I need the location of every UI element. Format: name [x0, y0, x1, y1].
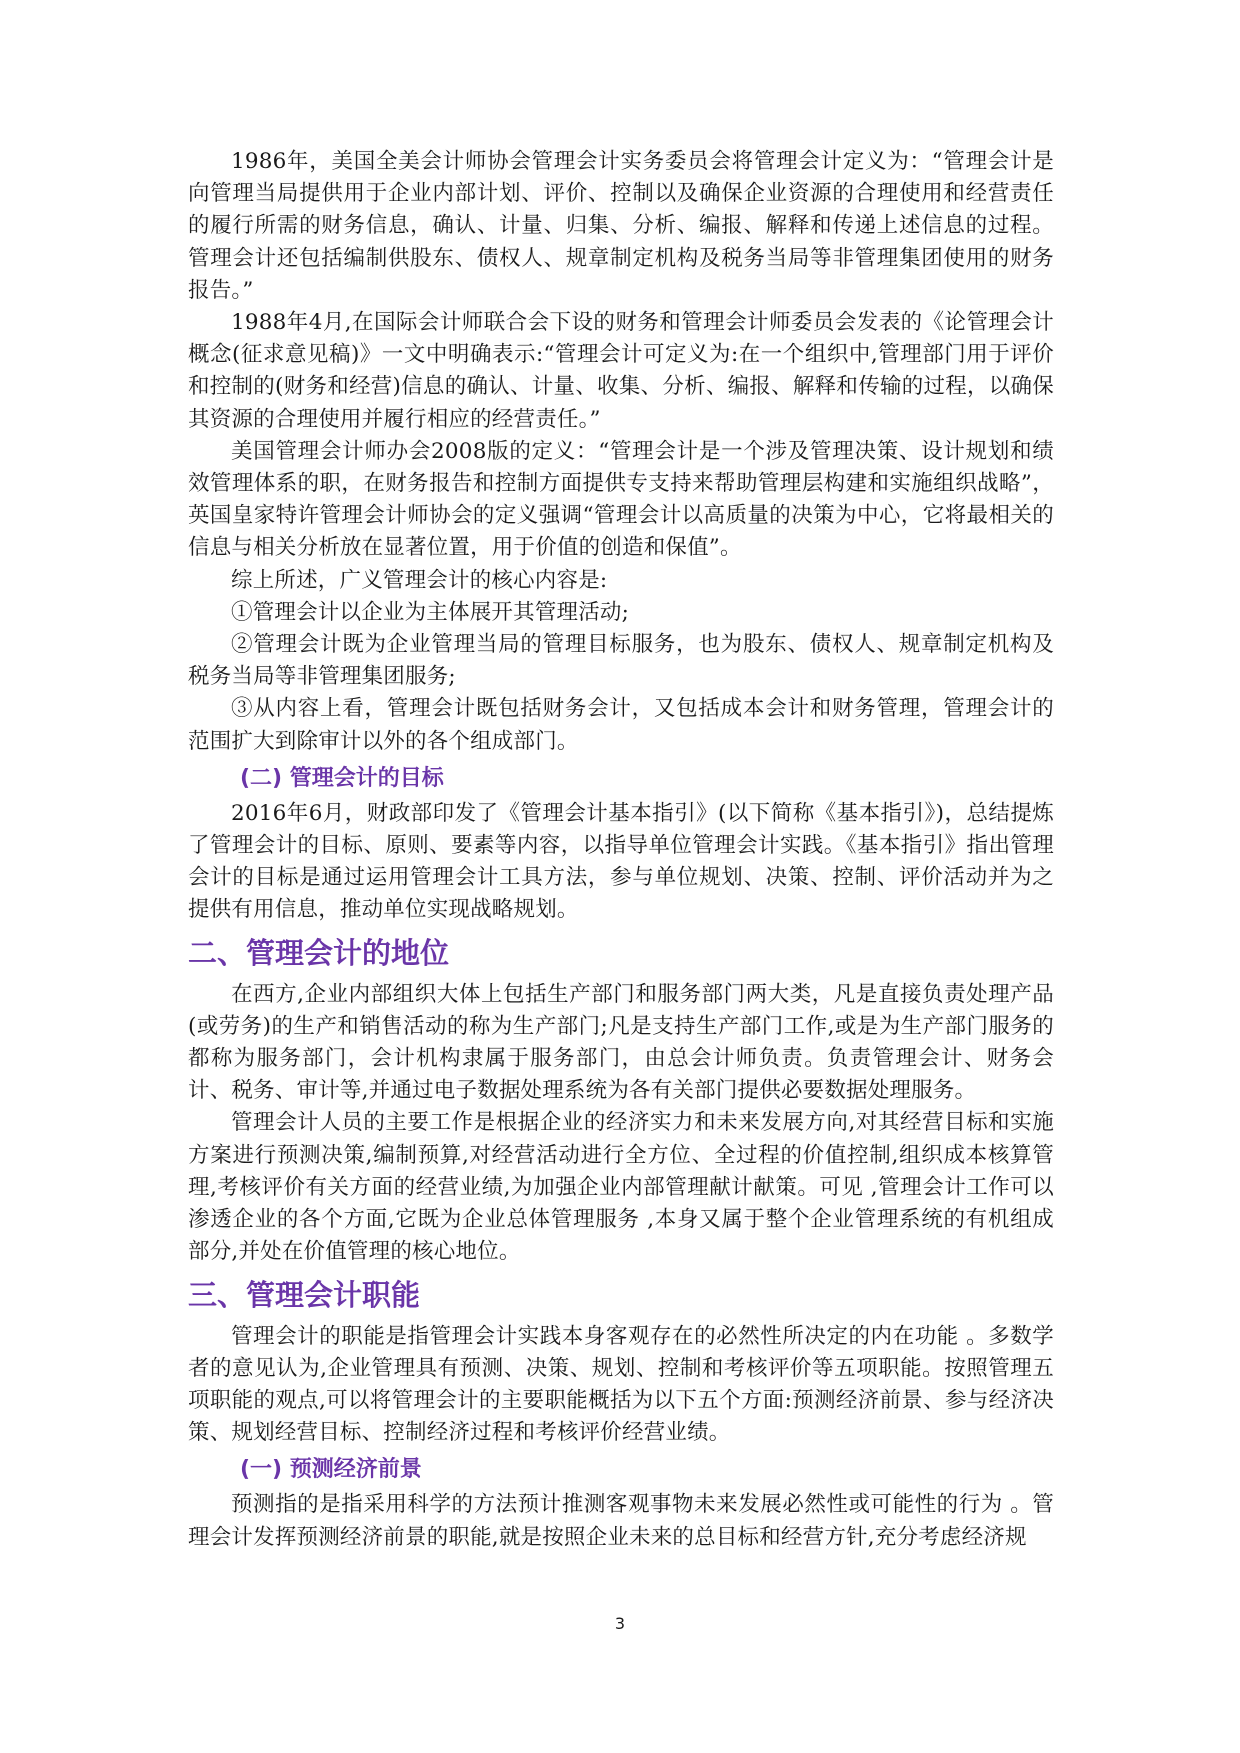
paragraph-2016-guidance: 2016年6月，财政部印发了《管理会计基本指引》(以下简称《基本指引》)，总结提炼了管理会计的目标、原则、要素等内容，以指导单位管理会计实践。《基本指引》指出管理会计的目标是通过运用管理会计工具方法，参与单位规划、决策、控制、评价活动并为之提供有用信息，推动单位实现战略规划。	[188, 800, 1054, 923]
document-body	[188, 146, 1054, 1554]
paragraph-2008-definition: 美国管理会计师办会2008版的定义：“管理会计是一个涉及管理决策、设计规划和绩效管理体系的职，在财务报告和控制方面提供专支持来帮助管理层构建和实施组织战略”，英国皇家特许管理会计师协会的定义强调“管理会计以高质量的决策为中心，它将最相关的信息与相关分析放在显著位置，用于价值的创造和保值”。	[188, 438, 1054, 561]
section-heading-functions: 三、管理会计职能	[188, 1277, 421, 1312]
page-number: 3	[614, 1614, 626, 1633]
paragraph-forecast: 预测指的是指采用科学的方法预计推测客观事物未来发展必然性或可能性的行为 。管理会计发挥预测经济前景的职能,就是按照企业未来的总目标和经营方针,充分考虑经济规	[188, 1492, 1054, 1550]
paragraph-1986-definition: 1986年，美国全美会计师协会管理会计实务委员会将管理会计定义为：“管理会计是向管理当局提供用于企业内部计划、评价、控制以及确保企业资源的合理使用和经营责任的履行所需的财务信息，确认、计量、归集、分析、编报、解释和传递上述信息的过程。管理会计还包括编制供股东、债权人、规章制定机构及税务当局等非管理集团使用的财务报告。”	[188, 149, 1054, 303]
section-heading-status: 二、管理会计的地位	[188, 935, 450, 970]
paragraph-point-2: ②管理会计既为企业管理当局的管理目标服务，也为股东、债权人、规章制定机构及税务当局等非管理集团服务;	[188, 632, 1054, 690]
paragraph-point-3: ③从内容上看，管理会计既包括财务会计，又包括成本会计和财务管理，管理会计的范围扩大到除审计以外的各个组成部门。	[188, 696, 1054, 754]
subheading-objectives: (二) 管理会计的目标	[240, 765, 444, 791]
paragraph-1988-definition: 1988年4月,在国际会计师联合会下设的财务和管理会计师委员会发表的《论管理会计概念(征求意见稿)》一文中明确表示:“管理会计可定义为:在一个组织中,管理部门用于评价和控制的(财务和经营)信息的确认、计量、收集、分析、编报、解释和传输的过程，以确保其资源的合理使用并履行相应的经营责任。”	[188, 310, 1054, 432]
subheading-forecast: (一) 预测经济前景	[240, 1457, 422, 1483]
paragraph-point-1: ①管理会计以企业为主体展开其管理活动;	[231, 599, 630, 625]
paragraph-western-organization: 在西方,企业内部组织大体上包括生产部门和服务部门两大类，凡是直接负责处理产品(或劳务)的生产和销售活动的称为生产部门;凡是支持生产部门工作,或是为生产部门服务的都称为服务部门，会计机构隶属于服务部门，由总会计师负责。负责管理会计、财务会计、税务、审计等,并通过电子数据处理系统为各有关部门提供必要数据处理服务。	[188, 981, 1054, 1104]
paragraph-accountant-work: 管理会计人员的主要工作是根据企业的经济实力和未来发展方向,对其经营目标和实施方案进行预测决策,编制预算,对经营活动进行全方位、全过程的价值控制,组织成本核算管理,考核评价有关方面的经营业绩,为加强企业内部管理献计献策。可见 ,管理会计工作可以渗透企业的各个方面,它既为企业总体管理服务 ,本身又属于整个企业管理系统的有机组成部分,并处在价值管理的核心地位。	[188, 1110, 1054, 1265]
paragraph-functions-overview: 管理会计的职能是指管理会计实践本身客观存在的必然性所决定的内在功能 。多数学者的意见认为,企业管理具有预测、决策、规划、控制和考核评价等五项职能。按照管理五项职能的观点,可以将管理会计的主要职能概括为以下五个方面:预测经济前景、参与经济决策、规划经营目标、控制经济过程和考核评价经营业绩。	[188, 1323, 1054, 1446]
paragraph-summary-intro: 综上所述，广义管理会计的核心内容是:	[231, 567, 608, 593]
